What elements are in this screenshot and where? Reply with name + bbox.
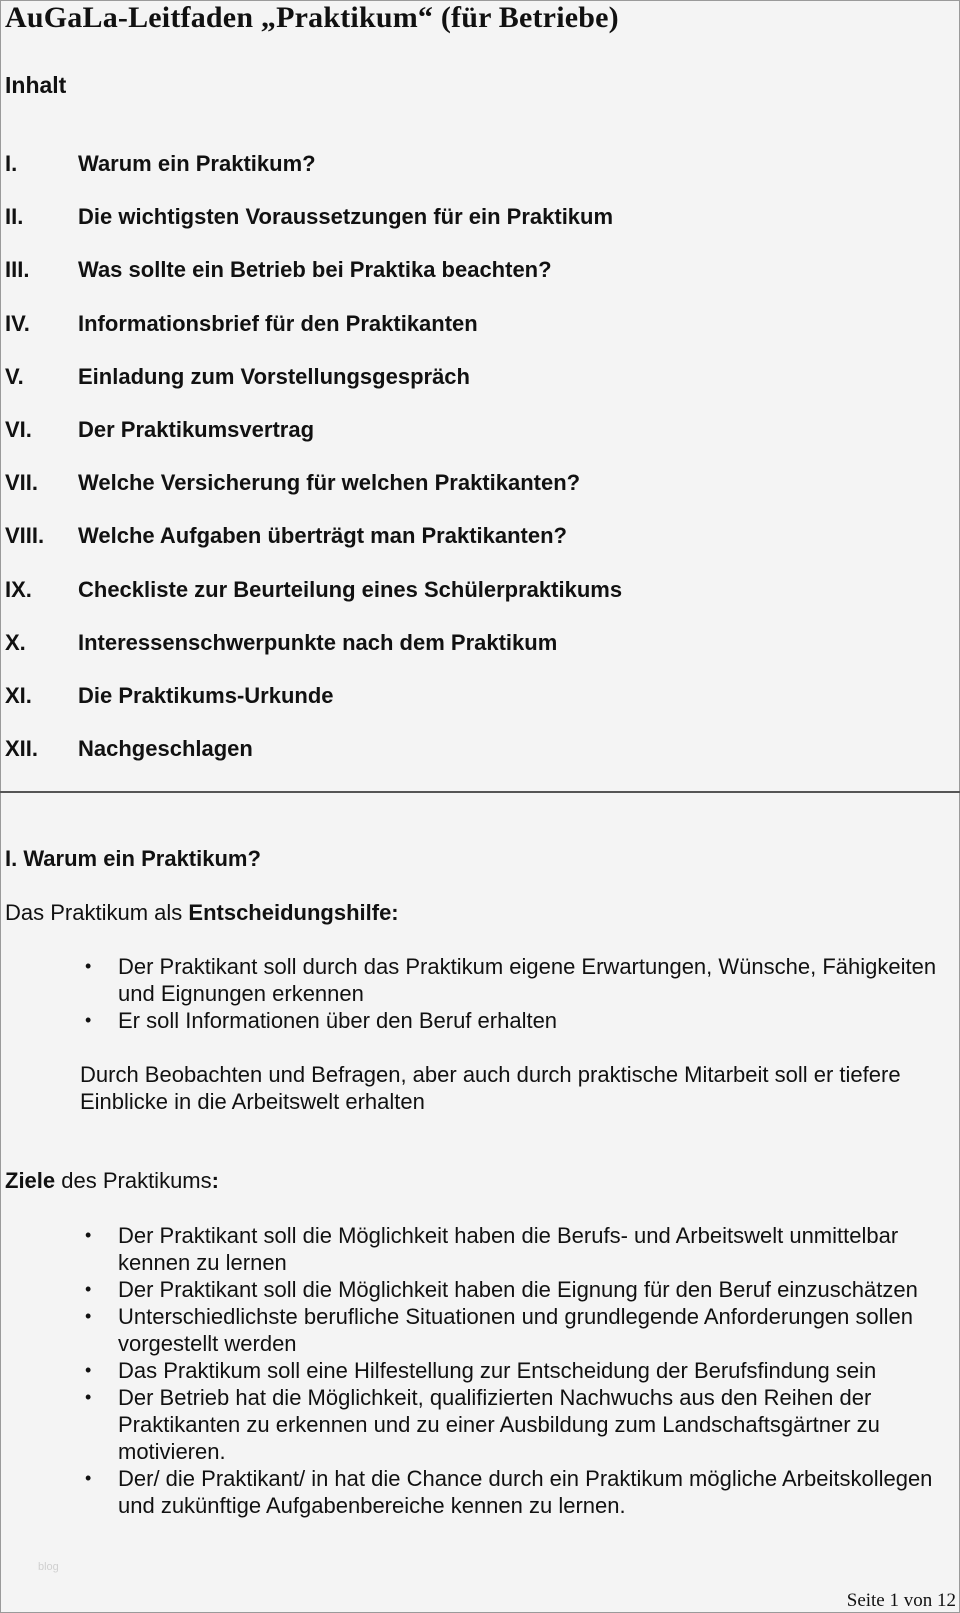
bullet-icon: •: [85, 1279, 92, 1299]
toc-item-number: IV.: [5, 310, 30, 336]
decision-intro-bold: Entscheidungshilfe:: [188, 900, 399, 925]
list-item-text: Der Praktikant soll die Möglichkeit haben die Berufs- und Arbeitswelt unmittelbar kennen zu lernen: [118, 1223, 899, 1275]
bullet-icon: •: [85, 1468, 92, 1488]
list-item: [78, 1357, 958, 1384]
list-item: [78, 1007, 958, 1034]
toc-item: [5, 469, 622, 522]
goals-bullet-list: [78, 1222, 958, 1519]
list-item-text: Das Praktikum soll eine Hilfestellung zur Entscheidung der Berufsfindung sein: [118, 1358, 877, 1383]
toc-item-number: VIII.: [5, 523, 45, 549]
list-item-text: Der Praktikant soll die Möglichkeit haben die Eignung für den Beruf einzuschätzen: [118, 1277, 918, 1302]
toc-item-label: Informationsbrief für den Praktikanten: [78, 310, 478, 336]
toc-item-label: Was sollte ein Betrieb bei Praktika beachten?: [78, 257, 552, 283]
section-heading: I. Warum ein Praktikum?: [5, 846, 261, 871]
document-title: AuGaLa-Leitfaden „Praktikum“ (für Betriebe): [5, 1, 619, 34]
list-item-text: Er soll Informationen über den Beruf erhalten: [118, 1008, 558, 1033]
toc-item: [5, 629, 622, 682]
toc-item-label: Einladung zum Vorstellungsgespräch: [78, 363, 470, 389]
toc-item-number: II.: [5, 204, 24, 230]
toc-item: [5, 522, 622, 575]
observation-paragraph: Durch Beobachten und Befragen, aber auch durch praktische Mitarbeit soll er tiefere Einblicke in die Arbeitswelt erhalten: [80, 1062, 901, 1114]
page-number: Seite 1 von 12: [846, 1590, 956, 1611]
toc-item: [5, 256, 622, 309]
toc-heading: Inhalt: [5, 72, 67, 98]
toc-item-label: Nachgeschlagen: [78, 736, 253, 762]
toc-item: [5, 576, 622, 629]
toc-item: [5, 363, 622, 416]
bullet-icon: •: [85, 956, 92, 976]
list-item: [78, 1276, 958, 1303]
list-item: [78, 1303, 958, 1357]
decision-intro: [5, 899, 399, 926]
toc-item-label: Der Praktikumsvertrag: [78, 416, 315, 442]
toc-item-label: Checkliste zur Beurteilung eines Schülerpraktikums: [78, 576, 623, 602]
goals-intro-text: des Praktikums: [55, 1168, 212, 1193]
list-item-text: Der Betrieb hat die Möglichkeit, qualifizierten Nachwuchs aus den Reihen der Praktikanten zu erkennen und zu einer Ausbildung zum Landschaftsgärtner zu motivieren.: [118, 1385, 880, 1464]
decision-intro-text: Das Praktikum als: [5, 900, 189, 925]
goals-intro-colon: :: [211, 1168, 219, 1193]
toc-item: [5, 310, 622, 363]
bullet-icon: •: [85, 1360, 92, 1380]
list-item: [78, 1384, 958, 1465]
bullet-icon: •: [85, 1225, 92, 1245]
bullet-icon: •: [85, 1010, 92, 1030]
list-item-text: Unterschiedlichste berufliche Situationen und grundlegende Anforderungen sollen vorgestellt werden: [118, 1304, 913, 1356]
goals-intro-bold: Ziele: [5, 1168, 56, 1193]
toc-item-number: VII.: [5, 470, 39, 496]
bullet-icon: •: [85, 1306, 92, 1326]
toc-item: [5, 416, 622, 469]
toc-item-number: VI.: [5, 416, 32, 442]
watermark: blog: [38, 1561, 59, 1573]
toc-item: [5, 735, 622, 788]
toc-item-number: XI.: [5, 682, 32, 708]
toc-item-label: Welche Aufgaben überträgt man Praktikanten?: [78, 523, 567, 549]
toc-item-number: III.: [5, 257, 30, 283]
toc-item-number: X.: [5, 629, 26, 655]
toc-item: [5, 150, 622, 203]
goals-intro: [5, 1167, 219, 1194]
toc-item-label: Interessenschwerpunkte nach dem Praktikum: [78, 629, 558, 655]
list-item: [78, 1222, 958, 1276]
toc-item-number: V.: [5, 363, 24, 389]
toc-item: [5, 203, 622, 256]
list-item-text: Der Praktikant soll durch das Praktikum eigene Erwartungen, Wünsche, Fähigkeiten und Eignungen erkennen: [118, 954, 937, 1006]
toc-item-number: IX.: [5, 576, 32, 602]
bullet-icon: •: [85, 1387, 92, 1407]
toc-item-number: I.: [5, 151, 18, 176]
toc-item-number: XII.: [5, 736, 39, 762]
table-of-contents: [5, 150, 622, 788]
toc-item: [5, 682, 622, 735]
list-item: [78, 1465, 958, 1519]
list-item-text: Der/ die Praktikant/ in hat die Chance durch ein Praktikum mögliche Arbeitskollegen und zukünftige Aufgabenbereiche kennen zu lernen.: [118, 1466, 933, 1518]
toc-item-label: Warum ein Praktikum?: [78, 151, 316, 176]
toc-item-label: Die Praktikums-Urkunde: [78, 682, 334, 708]
section-divider: [0, 791, 960, 793]
decision-bullet-list: [78, 953, 958, 1034]
toc-item-label: Welche Versicherung für welchen Praktikanten?: [78, 470, 581, 496]
toc-item-label: Die wichtigsten Voraussetzungen für ein Praktikum: [78, 204, 614, 230]
list-item: [78, 953, 958, 1007]
